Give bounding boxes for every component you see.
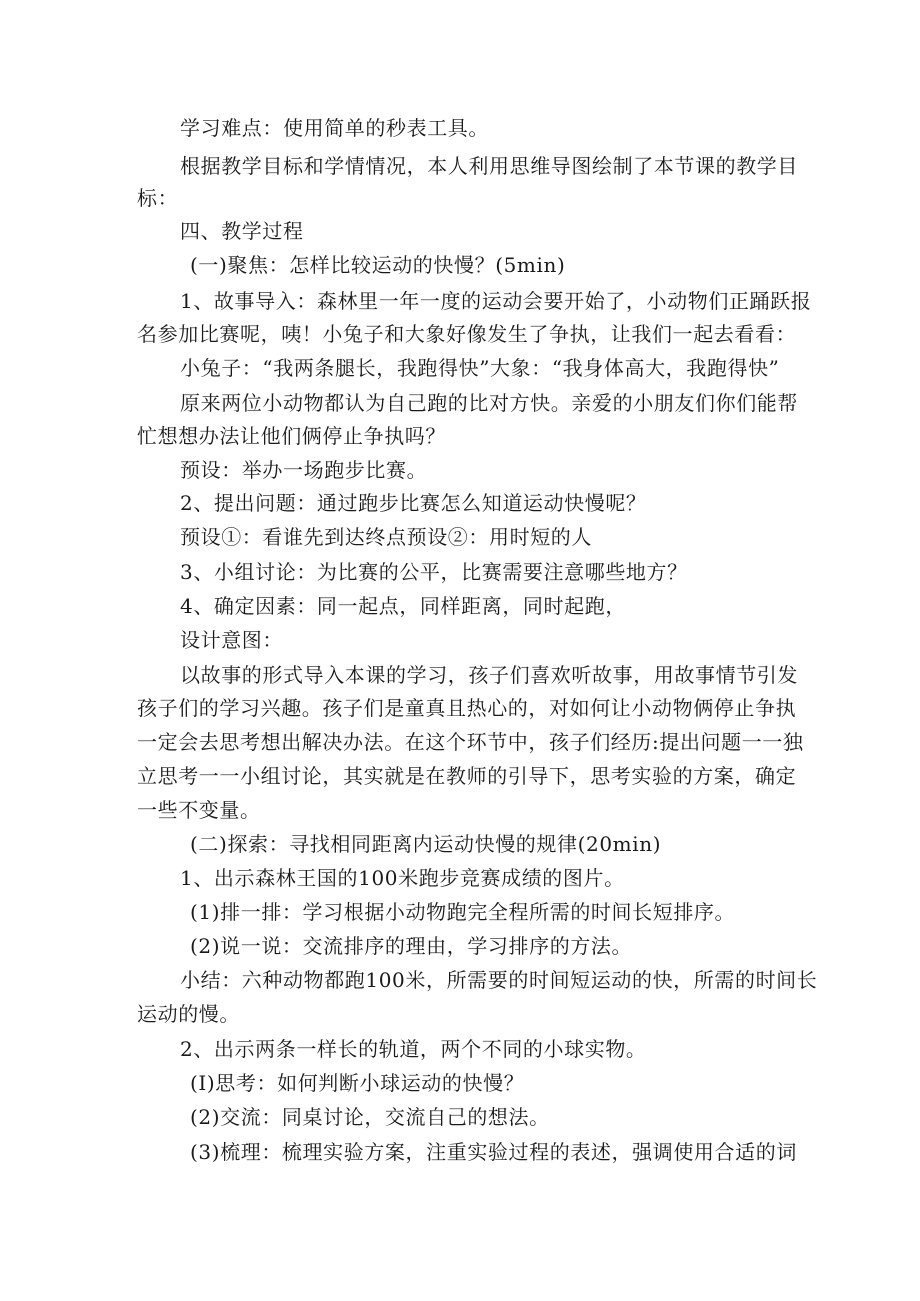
paragraph-line: 1、故事导入：森林里一年一度的运动会要开始了，小动物们正踊跃报: [180, 289, 812, 313]
paragraph-line: 预设①：看谁先到达终点预设②：用时短的人: [180, 525, 592, 549]
subsection-heading: (二)探索：寻找相同距离内运动快慢的规律(20min): [190, 832, 662, 856]
paragraph-line: 预设：举办一场跑步比赛。: [180, 458, 428, 482]
paragraph-line: 原来两位小动物都认为自己跑的比对方快。亲爱的小朋友们你们能帮: [180, 391, 798, 415]
paragraph-line: 孩子们的学习兴趣。孩子们是童真且热心的，对如何让小动物俩停止争执: [137, 696, 797, 720]
paragraph-line: 小兔子：“我两条腿长，我跑得快”大象：“我身体高大，我跑得快”: [180, 356, 780, 380]
subsection-heading: (一)聚焦：怎样比较运动的快慢？(5min): [190, 253, 566, 277]
paragraph-line: 学习难点：使用简单的秒表工具。: [180, 116, 489, 140]
paragraph-line: (1)排一排：学习根据小动物跑完全程所需的时间长短排序。: [190, 900, 736, 924]
paragraph-line: (3)梳理：梳理实验方案，注重实验过程的表述，强调使用合适的词: [190, 1140, 797, 1164]
paragraph-line: 设计意图：: [180, 628, 283, 652]
paragraph-line: 4、确定因素：同一起点，同样距离，同时起跑，: [180, 594, 626, 618]
paragraph-line: 3、小组讨论：为比赛的公平，比赛需要注意哪些地方？: [180, 560, 688, 584]
paragraph-line: 忙想想办法让他们俩停止争执吗？: [137, 424, 446, 448]
paragraph-line: 一定会去思考想出解决办法。在这个环节中，孩子们经历:提出问题一一独: [137, 730, 804, 754]
paragraph-line: 标：: [137, 186, 179, 210]
paragraph-line: 2、出示两条一样长的轨道，两个不同的小球实物。: [180, 1037, 647, 1061]
paragraph-line: 立思考一一小组讨论，其实就是在教师的引导下，思考实验的方案，确定: [137, 764, 797, 788]
paragraph-line: (2)说一说：交流排序的理由，学习排序的方法。: [190, 934, 633, 958]
paragraph-line: 2、提出问题：通过跑步比赛怎么知道运动快慢呢？: [180, 491, 647, 515]
paragraph-line: 小结：六种动物都跑100米，所需要的时间短运动的快，所需的时间长: [180, 968, 818, 992]
paragraph-line: 以故事的形式导入本课的学习，孩子们喜欢听故事，用故事情节引发: [180, 663, 798, 687]
paragraph-line: 一些不变量。: [137, 798, 261, 822]
paragraph-line: 1、出示森林王国的100米跑步竞赛成绩的图片。: [180, 866, 625, 890]
paragraph-line: 运动的慢。: [137, 1002, 240, 1026]
paragraph-line: (2)交流：同桌讨论，交流自己的想法。: [190, 1105, 550, 1129]
paragraph-line: 名参加比赛呢，咦！小兔子和大象好像发生了争执，让我们一起去看看：: [137, 322, 797, 346]
paragraph-line: (I)思考：如何判断小球运动的快慢？: [190, 1071, 525, 1095]
section-heading: 四、教学过程: [180, 219, 304, 243]
paragraph-line: 根据教学目标和学情情况，本人利用思维导图绘制了本节课的教学目: [180, 154, 798, 178]
